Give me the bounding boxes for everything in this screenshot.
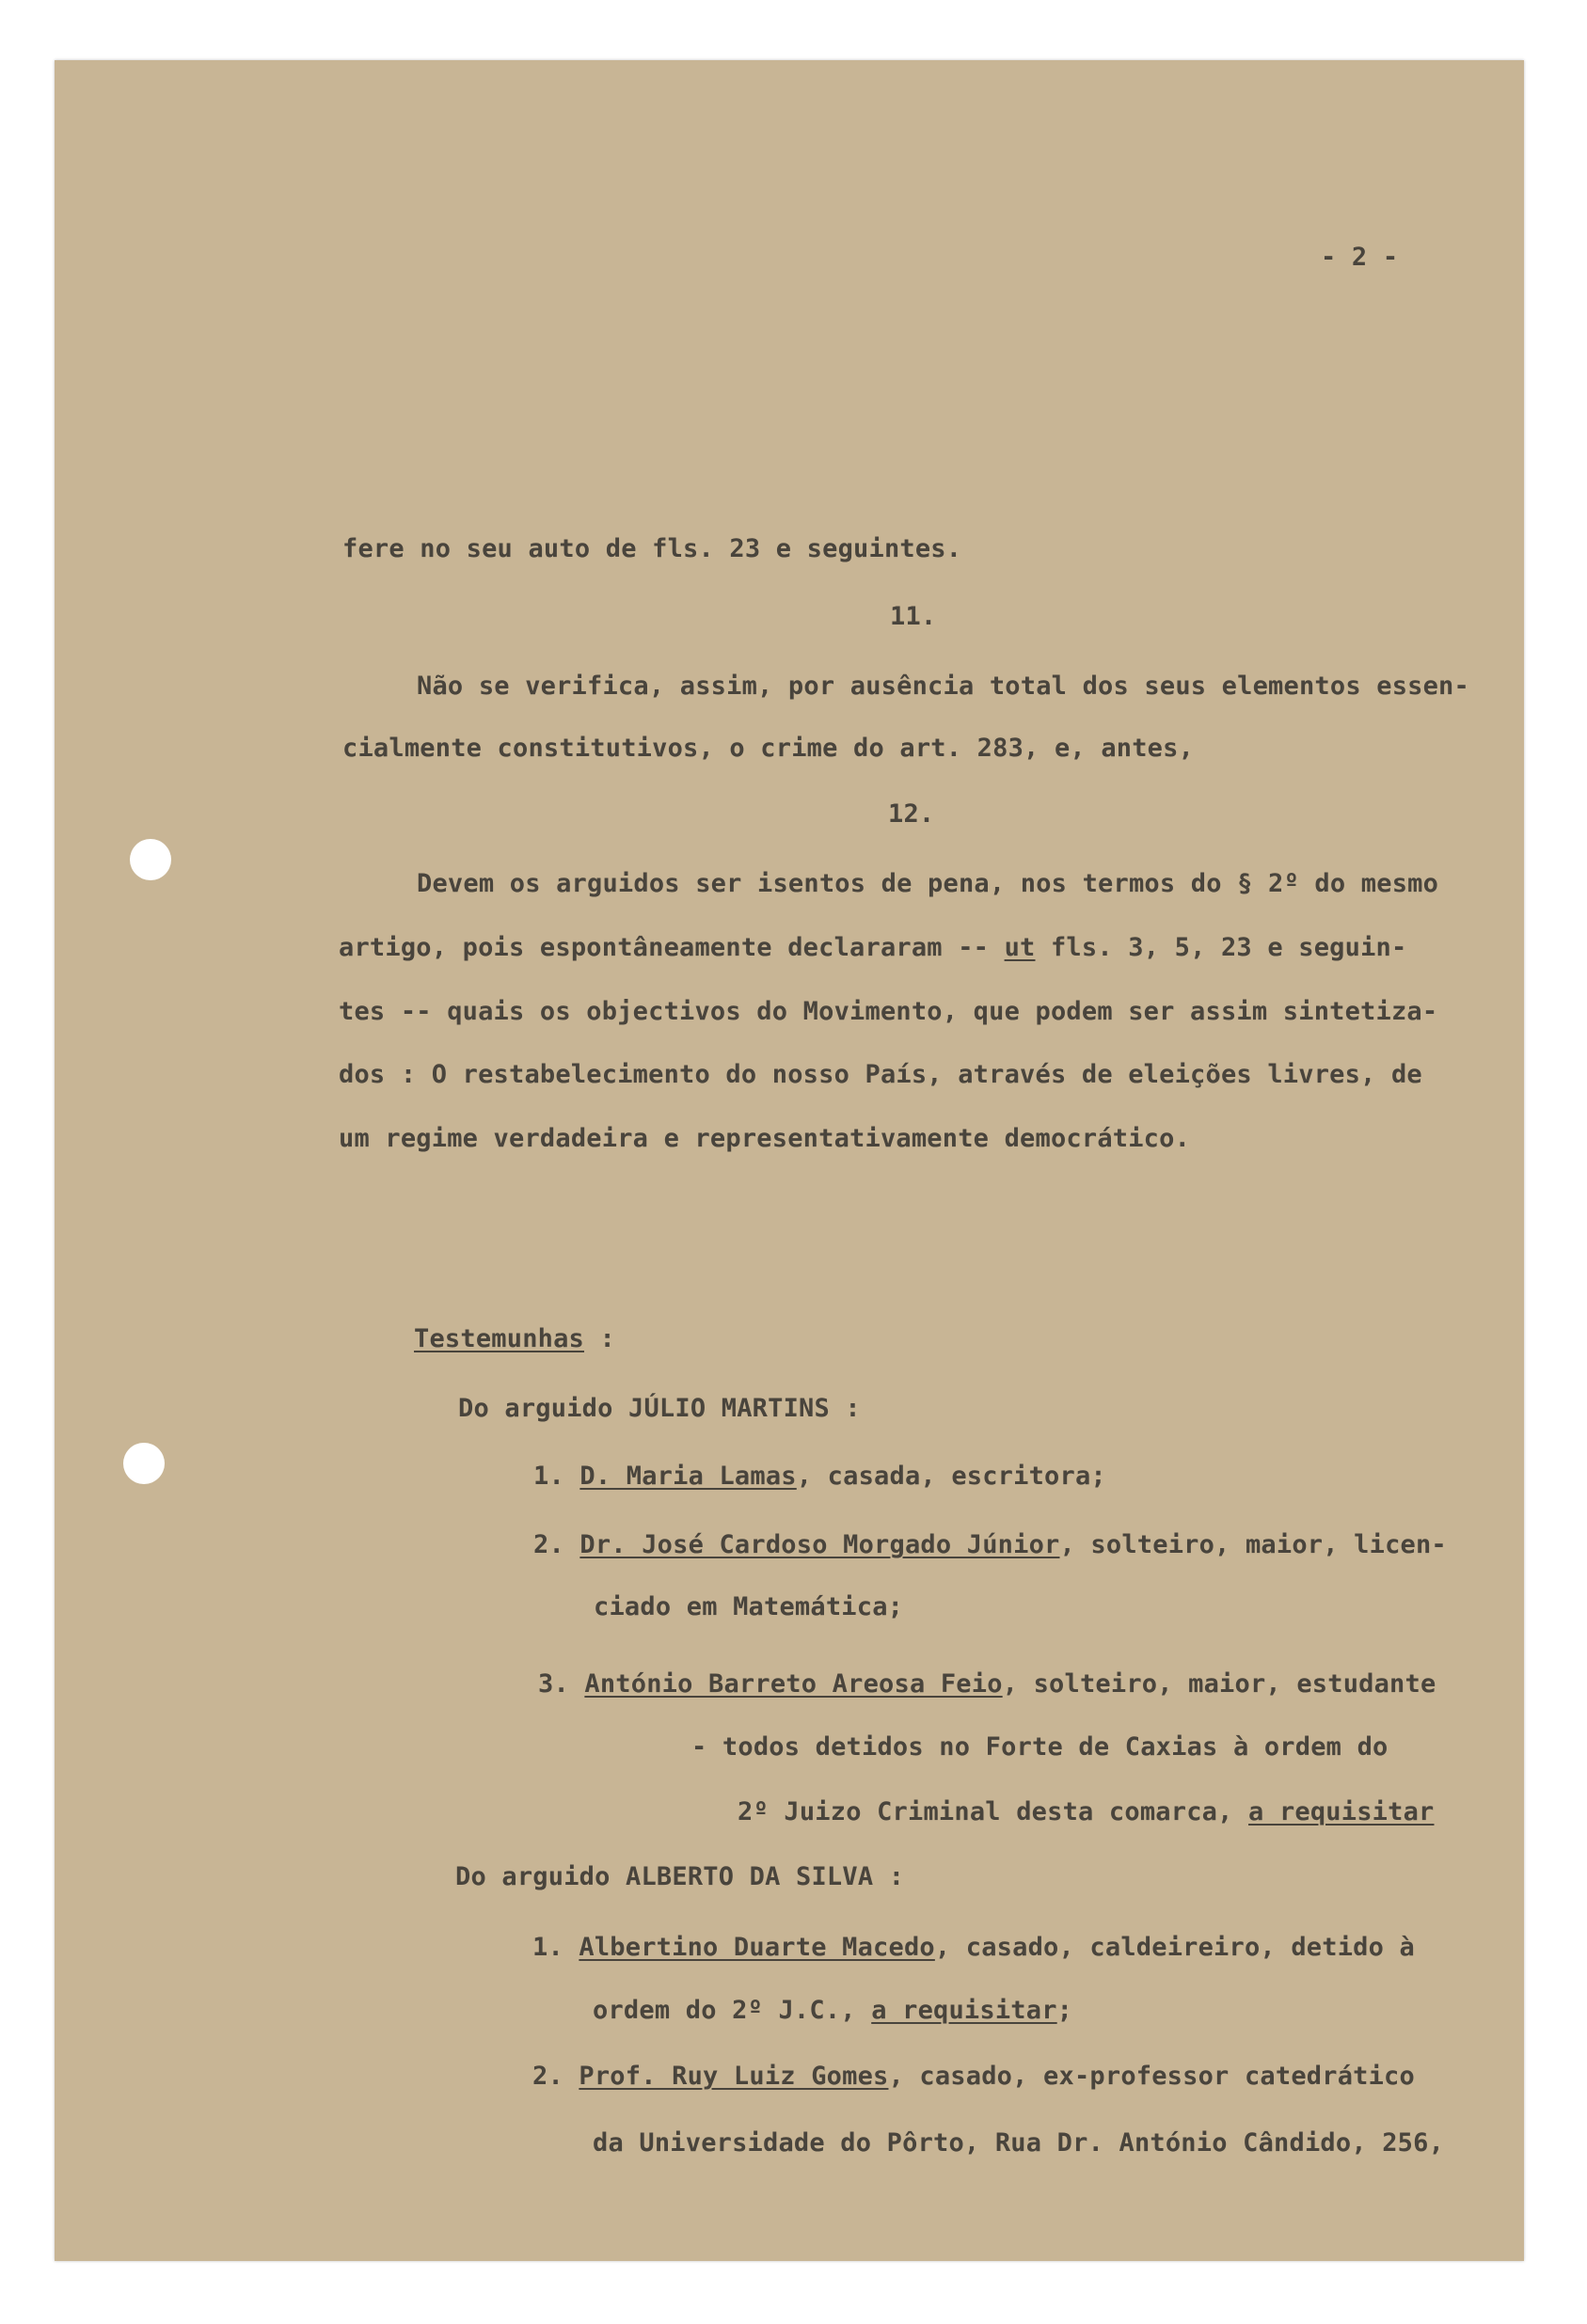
text-run: , casado, ex-professor catedrático xyxy=(888,2062,1415,2091)
page-number: - 2 - xyxy=(1321,243,1399,272)
witness-group-title: Do arguido ALBERTO DA SILVA : xyxy=(455,1862,905,1891)
punch-hole-bottom xyxy=(123,1443,165,1484)
paragraph-line: fere no seu auto de fls. 23 e seguintes. xyxy=(342,534,962,563)
section-number-11: 11. xyxy=(890,602,937,631)
section-number-12: 12. xyxy=(888,799,935,829)
item-number: 3. xyxy=(538,1669,585,1699)
witness-item-continuation: da Universidade do Pôrto, Rua Dr. António Cândido, 256, xyxy=(593,2128,1445,2158)
paragraph-line: um regime verdadeira e representativamente democrático. xyxy=(339,1124,1191,1153)
witness-item xyxy=(532,2063,1415,2089)
witnesses-heading xyxy=(414,1326,615,1352)
text-run: fls. 3, 5, 23 e seguin- xyxy=(1035,933,1407,962)
witness-name: Prof. Ruy Luiz Gomes xyxy=(579,2062,889,2091)
paragraph-line xyxy=(339,935,1406,960)
underlined-text: a requisitar xyxy=(871,1996,1057,2025)
text-run: , solteiro, maior, licen- xyxy=(1059,1530,1447,1559)
paragraph-line: tes -- quais os objectivos do Movimento, que podem ser assim sintetiza- xyxy=(339,997,1438,1026)
witness-name: D. Maria Lamas xyxy=(579,1462,797,1491)
witness-name: António Barreto Areosa Feio xyxy=(584,1669,1003,1699)
text-run: artigo, pois espontâneamente declararam -- xyxy=(339,933,1005,962)
punch-hole-top xyxy=(130,839,171,880)
text-run: , casada, escritora; xyxy=(796,1462,1106,1491)
witness-item-continuation xyxy=(593,1998,1072,2023)
item-number: 1. xyxy=(532,1933,579,1962)
text-run: , casado, caldeireiro, detido à xyxy=(934,1933,1415,1962)
text-run: ; xyxy=(1056,1996,1073,2025)
witness-item xyxy=(538,1671,1436,1697)
witness-note-line: - todos detidos no Forte de Caxias à ordem do xyxy=(691,1732,1389,1762)
document-page xyxy=(55,60,1524,2261)
witness-item xyxy=(532,1935,1415,1960)
paragraph-line: Devem os arguidos ser isentos de pena, nos termos do § 2º do mesmo xyxy=(417,869,1439,898)
paragraph-line: cialmente constitutivos, o crime do art. 283, e, antes, xyxy=(342,734,1195,763)
witness-group-title: Do arguido JÚLIO MARTINS : xyxy=(458,1394,861,1423)
witness-name: Dr. José Cardoso Morgado Júnior xyxy=(579,1530,1060,1559)
witness-note-line xyxy=(738,1799,1435,1825)
witnesses-heading-text: Testemunhas xyxy=(414,1324,585,1353)
underlined-text: ut xyxy=(1004,933,1036,962)
item-number: 2. xyxy=(533,1530,580,1559)
witness-item-continuation: ciado em Matemática; xyxy=(594,1592,904,1621)
item-number: 2. xyxy=(532,2062,579,2091)
text-run: 2º Juizo Criminal desta comarca, xyxy=(738,1797,1249,1826)
paragraph-line: dos : O restabelecimento do nosso País, através de eleições livres, de xyxy=(339,1060,1422,1089)
paragraph-line: Não se verifica, assim, por ausência total dos seus elementos essen- xyxy=(417,672,1469,701)
text-run: , solteiro, maior, estudante xyxy=(1002,1669,1436,1699)
text-run: : xyxy=(584,1324,615,1353)
item-number: 1. xyxy=(533,1462,580,1491)
underlined-text: a requisitar xyxy=(1248,1797,1435,1826)
text-run: ordem do 2º J.C., xyxy=(593,1996,872,2025)
witness-item xyxy=(533,1532,1447,1557)
witness-name: Albertino Duarte Macedo xyxy=(579,1933,935,1962)
witness-item xyxy=(533,1463,1106,1489)
